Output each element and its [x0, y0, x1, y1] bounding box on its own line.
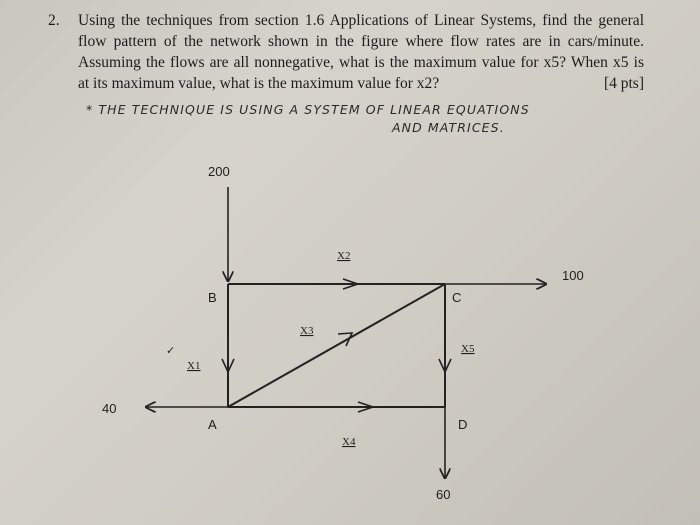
- node-c-label: C: [452, 290, 462, 305]
- problem-line-4-text: at its maximum value, what is the maximum value for x2?: [78, 75, 440, 92]
- flow-right-out-label: 100: [562, 268, 584, 283]
- node-a-label: A: [208, 417, 217, 432]
- problem-line-2: flow pattern of the network shown in the figure where flow rates are in cars/minute.: [78, 33, 644, 50]
- points-label: [4 pts]: [603, 75, 644, 92]
- flow-bottom-out-label: 60: [436, 487, 451, 502]
- variable-x3-label: X3: [300, 325, 314, 337]
- variable-x5-label: X5: [461, 343, 475, 355]
- flow-left-out-label: 40: [102, 401, 117, 416]
- handwritten-note-line-2: AND MATRICES.: [392, 120, 505, 135]
- variable-x4-label: X4: [342, 436, 356, 448]
- edge-a-c-diagonal: [228, 284, 445, 407]
- flow-top-in-label: 200: [208, 164, 230, 179]
- variable-x1-label: X1: [187, 360, 201, 372]
- handwritten-note-line-1: * THE TECHNIQUE IS USING A SYSTEM OF LINEAR EQUATIONS: [86, 102, 530, 117]
- check-mark: ✓: [166, 345, 176, 357]
- problem-number: 2.: [48, 12, 60, 29]
- node-b-label: B: [208, 290, 217, 305]
- variable-x2-label: X2: [337, 250, 351, 262]
- problem-line-1: Using the techniques from section 1.6 Applications of Linear Systems, find the general: [78, 12, 644, 29]
- problem-line-3: Assuming the flows are all nonnegative, what is the maximum value for x5? When x5 is: [78, 54, 644, 71]
- node-d-label: D: [458, 417, 468, 432]
